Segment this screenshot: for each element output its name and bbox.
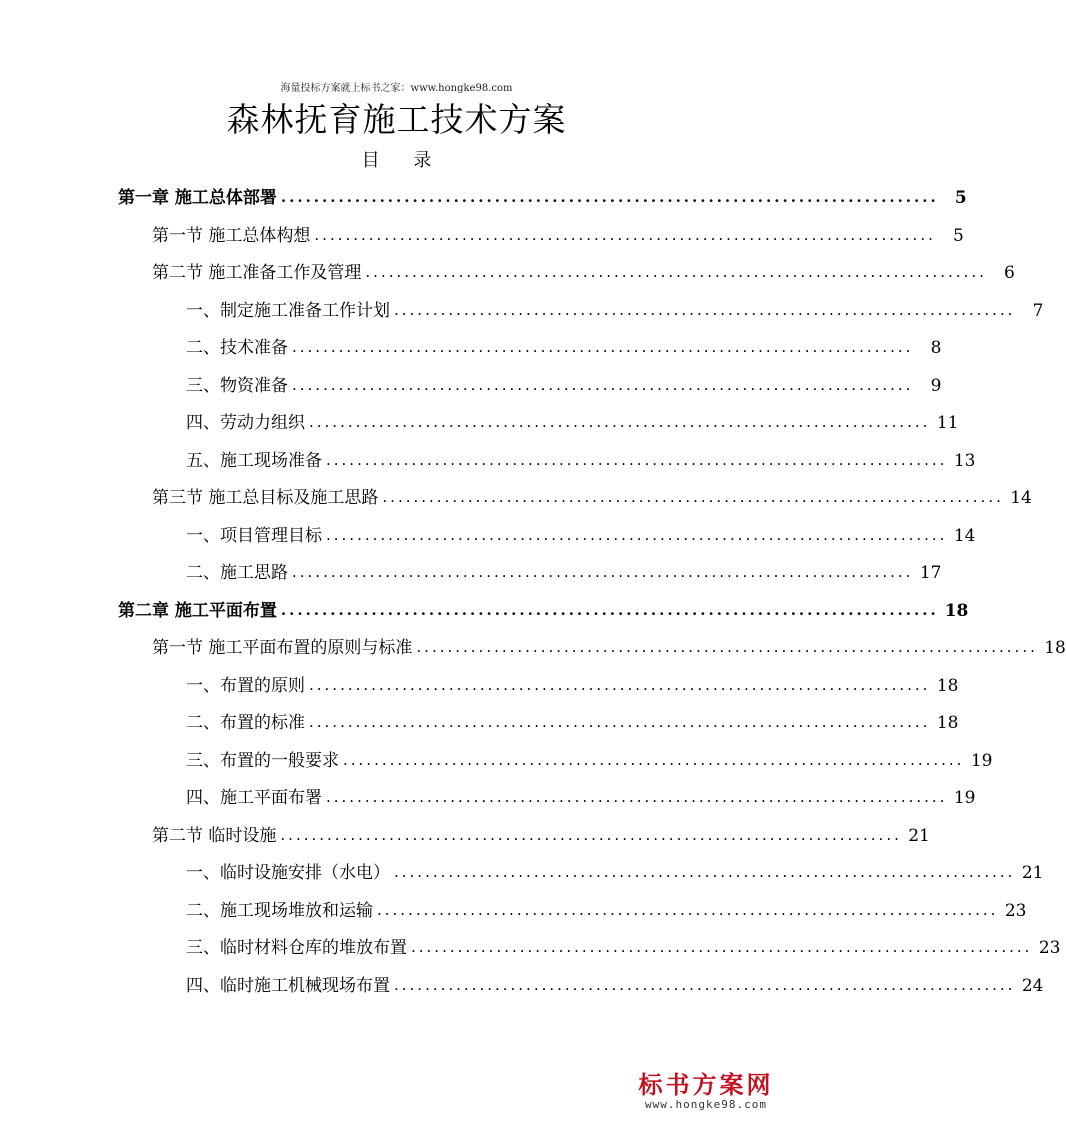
toc-entry-page-number: 19	[953, 788, 976, 808]
toc-entry-level-3[interactable]	[186, 778, 976, 808]
watermark-url: www.hongke98.com	[645, 1098, 767, 1111]
toc-entry-label: 一、制定施工准备工作计划	[186, 300, 390, 321]
toc-entry-level-3[interactable]	[186, 741, 993, 771]
toc-dot-leader: ................................................................................	[292, 563, 914, 581]
toc-entry-label: 二、施工思路	[186, 563, 288, 583]
toc-entry-level-2[interactable]	[152, 628, 1066, 658]
toc-entry-level-3[interactable]	[186, 403, 959, 433]
toc-heading: 目 录	[361, 150, 446, 171]
document-title: 森林抚育施工技术方案	[226, 100, 567, 139]
toc-entry-label: 一、临时设施安排（水电）	[186, 863, 390, 883]
toc-entry-level-3[interactable]	[186, 853, 1044, 883]
toc-entry-level-3[interactable]	[186, 553, 942, 583]
toc-entry-page-number: 9	[930, 375, 942, 396]
toc-entry-level-3[interactable]	[186, 328, 942, 358]
toc-entry-page-number: 19	[970, 750, 993, 771]
toc-dot-leader: ................................................................................	[326, 525, 948, 544]
toc-entry-label: 第一节 施工总体构想	[152, 225, 311, 246]
toc-entry-page-number: 14	[1010, 488, 1032, 508]
toc-entry-page-number: 18	[1044, 638, 1066, 658]
toc-entry-level-3[interactable]	[186, 291, 1044, 321]
toc-entry-page-number: 24	[1021, 975, 1044, 996]
toc-entry-page-number: 6	[1004, 263, 1015, 283]
header-note: 海量投标方案就上标书之家：www.hongke98.com	[280, 83, 513, 94]
toc-dot-leader: ................................................................................	[365, 263, 987, 281]
toc-entry-level-3[interactable]	[186, 891, 1027, 921]
toc-entry-page-number: 7	[1032, 300, 1044, 321]
toc-dot-leader: ................................................................................	[394, 975, 1016, 994]
watermark-brand: 标书方案网	[638, 1071, 774, 1099]
toc-entry-page-number: 18	[936, 675, 959, 696]
toc-entry-label: 第二节 施工准备工作及管理	[152, 263, 362, 283]
toc-entry-level-2[interactable]	[152, 816, 930, 846]
toc-dot-leader: ................................................................................	[309, 675, 931, 694]
toc-entry-label: 四、劳动力组织	[186, 413, 305, 433]
toc-entry-label: 二、布置的标准	[186, 713, 305, 733]
toc-entry-page-number: 14	[953, 525, 976, 546]
toc-entry-page-number: 21	[908, 825, 930, 846]
toc-dot-leader: ................................................................................	[416, 638, 1038, 656]
toc-dot-leader: ................................................................................	[309, 713, 931, 731]
toc-entry-page-number: 23	[1004, 900, 1027, 921]
toc-entry-label: 四、施工平面布署	[186, 788, 322, 808]
toc-entry-label: 第一章 施工总体部署	[118, 188, 277, 208]
toc-dot-leader: ................................................................................	[382, 488, 1004, 506]
toc-dot-leader: ................................................................................	[343, 750, 965, 769]
toc-entry-page-number: 8	[930, 338, 942, 358]
toc-entry-page-number: 23	[1038, 938, 1061, 958]
toc-entry-label: 五、施工现场准备	[186, 450, 322, 471]
toc-entry-level-2[interactable]	[152, 253, 1015, 283]
toc-dot-leader: ................................................................................	[377, 900, 999, 919]
toc-entry-level-1[interactable]	[118, 178, 967, 208]
toc-entry-page-number: 11	[936, 413, 959, 433]
toc-entry-level-1[interactable]	[118, 591, 969, 621]
toc-dot-leader: ................................................................................	[394, 300, 1016, 319]
toc-entry-label: 三、物资准备	[186, 375, 288, 396]
toc-entry-label: 第三节 施工总目标及施工思路	[152, 488, 379, 508]
toc-entry-level-3[interactable]	[186, 703, 959, 733]
toc-dot-leader: ................................................................................	[394, 863, 1016, 881]
toc-dot-leader: ................................................................................	[326, 450, 948, 469]
toc-entry-label: 一、布置的原则	[186, 675, 305, 696]
toc-entry-page-number: 5	[954, 188, 967, 208]
toc-dot-leader: ................................................................................	[309, 413, 931, 431]
toc-entry-label: 三、布置的一般要求	[186, 750, 339, 771]
toc-entry-level-2[interactable]	[152, 478, 1032, 508]
toc-entry-label: 第二节 临时设施	[152, 825, 277, 846]
toc-entry-page-number: 18	[944, 600, 969, 621]
toc-entry-level-3[interactable]	[186, 928, 1061, 958]
toc-entry-page-number: 21	[1021, 863, 1044, 883]
toc-dot-leader: ................................................................................	[280, 600, 939, 619]
toc-entry-level-3[interactable]	[186, 441, 976, 471]
toc-entry-label: 四、临时施工机械现场布置	[186, 975, 390, 996]
toc-entry-label: 第一节 施工平面布置的原则与标准	[152, 638, 413, 658]
toc-dot-leader: ................................................................................	[280, 188, 939, 206]
toc-dot-leader: ................................................................................	[326, 788, 948, 806]
toc-entry-page-number: 5	[953, 225, 964, 246]
toc-entry-label: 第二章 施工平面布置	[118, 600, 277, 621]
toc-entry-page-number: 18	[936, 713, 959, 733]
toc-entry-level-3[interactable]	[186, 516, 976, 546]
toc-entry-label: 一、项目管理目标	[186, 525, 322, 546]
toc-entry-label: 二、技术准备	[186, 338, 288, 358]
toc-dot-leader: ................................................................................	[292, 338, 914, 356]
toc-entry-label: 三、临时材料仓库的堆放布置	[186, 938, 407, 958]
toc-entry-label: 二、施工现场堆放和运输	[186, 900, 373, 921]
toc-entry-page-number: 17	[919, 563, 942, 583]
toc-dot-leader: ................................................................................	[292, 375, 914, 394]
toc-dot-leader: ................................................................................	[280, 825, 902, 844]
toc-entry-level-3[interactable]	[186, 666, 959, 696]
toc-entry-level-3[interactable]	[186, 966, 1044, 996]
toc-entry-page-number: 13	[953, 450, 976, 471]
watermark-logo	[631, 1072, 781, 1112]
toc-entry-level-2[interactable]	[152, 216, 964, 246]
toc-entry-level-3[interactable]	[186, 366, 942, 396]
toc-dot-leader: ................................................................................	[314, 225, 936, 244]
toc-dot-leader: ................................................................................	[411, 938, 1033, 956]
